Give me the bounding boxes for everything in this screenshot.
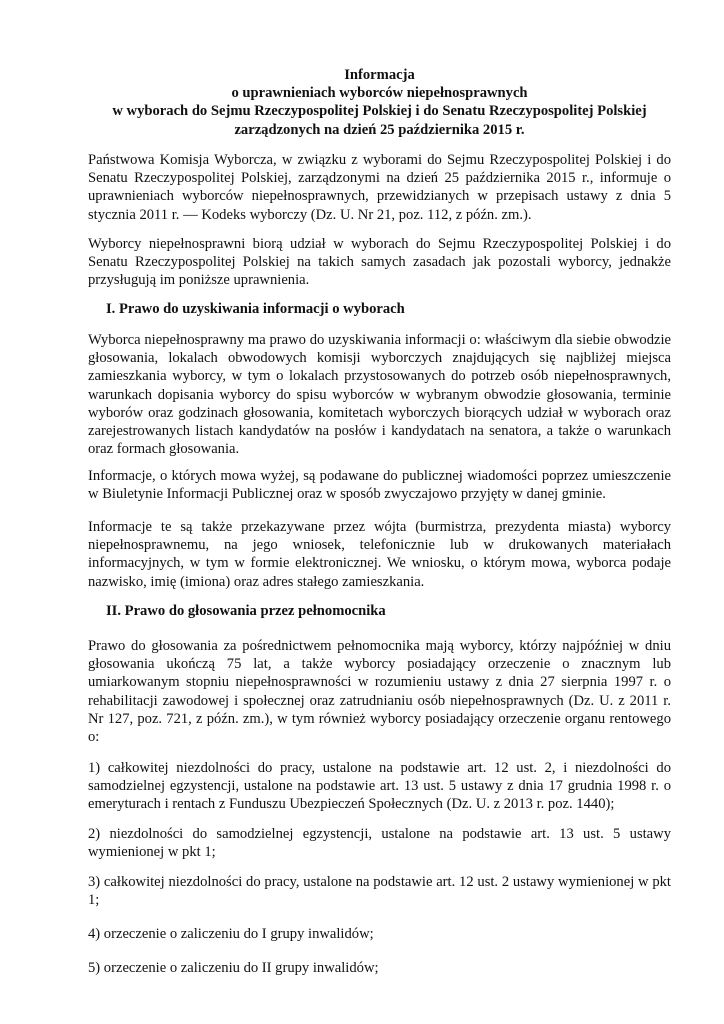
title-line: o uprawnieniach wyborców niepełnosprawnych (231, 85, 528, 102)
section-heading-proxy-voting: II. Prawo do głosowania przez pełnomocnika (106, 603, 386, 619)
list-item: 5) orzeczenie o zaliczeniu do II grupy inwalidów; (88, 960, 379, 976)
title-line: zarządzonych na dzień 25 października 2015 r. (234, 121, 525, 138)
list-item: 4) orzeczenie o zaliczeniu do I grupy inwalidów; (88, 926, 374, 942)
intro-paragraph: Państwowa Komisja Wyborcza, w związku z wyborami do Sejmu Rzeczypospolitej Polskiej i do Senatu Rzeczypospolitej Polskiej, zarządzonymi na dzień 25 października 2015 r., informuje o uprawnieniach wyborców niepełnosprawnych, przewidzianych w przepisach ustawy z dnia 5 stycznia 2011 r. — Kodeks wyborczy (Dz. U. Nr 21, poz. 112, z późn. zm.). (88, 152, 671, 223)
title-line: w wyborach do Sejmu Rzeczypospolitej Polskiej i do Senatu Rzeczypospolitej Polskiej (112, 103, 647, 120)
section2-paragraph: Prawo do głosowania za pośrednictwem pełnomocnika mają wyborcy, którzy najpóźniej w dniu głosowania ukończą 75 lat, a także wyborcy posiadający orzeczenie o znacznym lub umiarkowanym stopniu niepełnosprawności w rozumieniu ustawy z dnia 27 sierpnia 1997 r. o rehabilitacji zawodowej i społecznej oraz zatrudnianiu osób niepełnosprawnych (Dz. U. z 2011 r. Nr 127, poz. 721, z późn. zm.), w tym również wyborcy posiadający orzeczenie organu rentowego o: (88, 638, 671, 746)
section-heading-information: I. Prawo do uzyskiwania informacji o wyborach (106, 301, 405, 317)
list-item: 1) całkowitej niezdolności do pracy, ustalone na podstawie art. 12 ust. 2, i niezdolności do samodzielnej egzystencji, ustalone na podstawie art. 13 ust. 5 ustawy z dnia 17 grudnia 1998 r. o emeryturach i rentach z Funduszu Ubezpieczeń Społecznych (Dz. U. z 2013 r. poz. 1440); (88, 760, 671, 813)
section1-paragraph: Wyborca niepełnosprawny ma prawo do uzyskiwania informacji o: właściwym dla siebie obwodzie głosowania, lokalach obwodowych komisji wyborczych znajdujących się najbliżej miejsca zamieszkania wyborcy, w tym o lokalach przystosowanych do potrzeb osób niepełnosprawnych, warunkach dopisania wyborcy do spisu wyborców w wybranym obwodzie głosowania, terminie wyborów oraz godzinach głosowania, komitetach wyborczych biorących udział w wyborach oraz zarejestrowanych listach kandydatów na posłów i kandydatach na senatora, a także o warunkach oraz formach głosowania. (88, 332, 671, 458)
title-line: Informacja (344, 67, 415, 83)
section1-paragraph: Informacje, o których mowa wyżej, są podawane do publicznej wiadomości poprzez umieszczenie w Biuletynie Informacji Publicznej oraz w sposób zwyczajowo przyjęty w danej gminie. (88, 468, 671, 503)
list-item: 2) niezdolności do samodzielnej egzystencji, ustalone na podstawie art. 13 ust. 5 ustawy wymienionej w pkt 1; (88, 826, 671, 861)
section1-paragraph: Informacje te są także przekazywane przez wójta (burmistrza, prezydenta miasta) wyborcy niepełnosprawnemu, na jego wniosek, telefonicznie lub w drukowanych materiałach informacyjnych, w tym w formie elektronicznej. We wniosku, o którym mowa, wyborca podaje nazwisko, imię (imiona) oraz adres stałego zamieszkania. (88, 519, 671, 590)
document-title (88, 66, 671, 139)
intro-paragraph-rights: Wyborcy niepełnosprawni biorą udział w wyborach do Sejmu Rzeczypospolitej Polskiej i do Senatu Rzeczypospolitej Polskiej na takich samych zasadach jak pozostali wyborcy, jednakże przysługują im poniższe uprawnienia. (88, 236, 671, 289)
list-item: 3) całkowitej niezdolności do pracy, ustalone na podstawie art. 12 ust. 2 ustawy wymienionej w pkt 1; (88, 874, 671, 909)
